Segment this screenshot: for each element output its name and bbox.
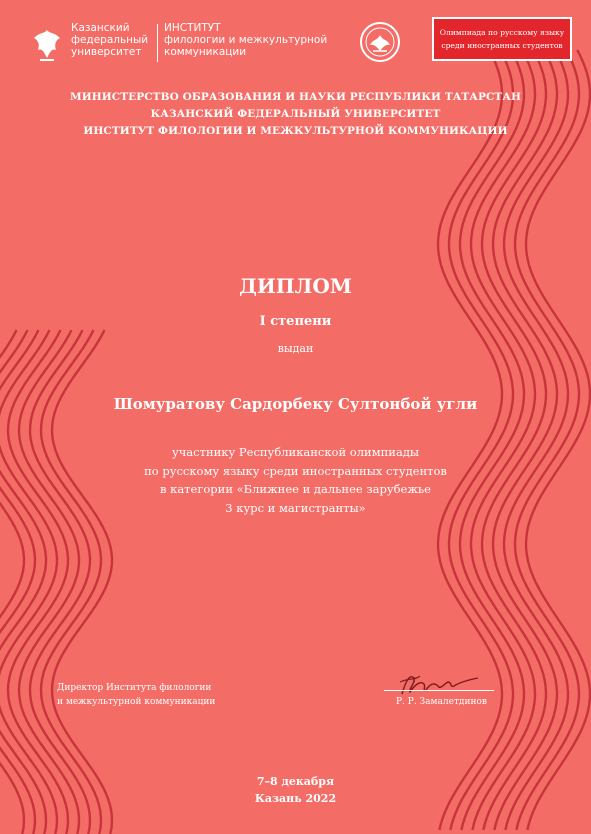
university-name-line: университет	[71, 46, 142, 58]
diploma-degree: I степени	[259, 314, 332, 329]
issue-date	[0, 773, 591, 807]
ministry-line: МИНИСТЕРСТВО ОБРАЗОВАНИЯ И НАУКИ РЕСПУБЛИКИ ТАТАРСТАН	[69, 91, 522, 103]
ministry-line: ИНСТИТУТ ФИЛОЛОГИИ И МЕЖКУЛЬТУРНОЙ КОММУНИКАЦИИ	[83, 125, 508, 137]
award-description	[0, 443, 591, 517]
recipient-name: Шомуратову Сардорбеку Султонбой угли	[113, 395, 478, 413]
olympiad-badge-line: среди иностранных студентов	[441, 41, 563, 50]
description-line: в категории «Ближнее и дальнее зарубежье	[160, 482, 431, 496]
wave-line	[526, 50, 590, 830]
institute-name-line: ИНСТИТУТ	[164, 22, 221, 34]
ministry-line: КАЗАНСКИЙ ФЕДЕРАЛЬНЫЙ УНИВЕРСИТЕТ	[150, 108, 441, 120]
olympiad-badge	[432, 17, 572, 61]
diploma-title: ДИПЛОМ	[239, 274, 352, 298]
institute-name-line: коммуникации	[164, 46, 247, 58]
ministry-header	[0, 89, 591, 140]
issue-date-line: 7–8 декабря	[256, 775, 335, 788]
description-line: 3 курс и магистранты»	[225, 500, 366, 515]
director-title	[57, 681, 215, 709]
wave-line	[515, 50, 579, 830]
description-line: по русскому языку среди иностранных студентов	[144, 463, 447, 478]
kfu-logo-icon	[30, 24, 64, 64]
signature-line	[384, 690, 494, 691]
director-title-line: и межкультурной коммуникации	[57, 697, 216, 707]
institute-name-line: филологии и межкультурной	[164, 34, 328, 46]
university-name-line: Казанский	[71, 22, 130, 34]
institute-name	[164, 22, 327, 58]
signer-name: Р. Р. Замалетдинов	[396, 697, 487, 707]
tatarstan-emblem-icon	[359, 21, 401, 63]
university-name-line: федеральный	[71, 34, 149, 46]
description-line: участнику Республиканской олимпиады	[171, 445, 420, 459]
olympiad-badge-line: Олимпиада по русскому языку	[439, 28, 565, 37]
issued-label: выдан	[277, 342, 314, 355]
university-name	[71, 22, 148, 58]
director-title-line: Директор Института филологии	[57, 683, 212, 693]
issue-place-year: Казань 2022	[254, 792, 337, 805]
header-divider	[157, 24, 158, 62]
